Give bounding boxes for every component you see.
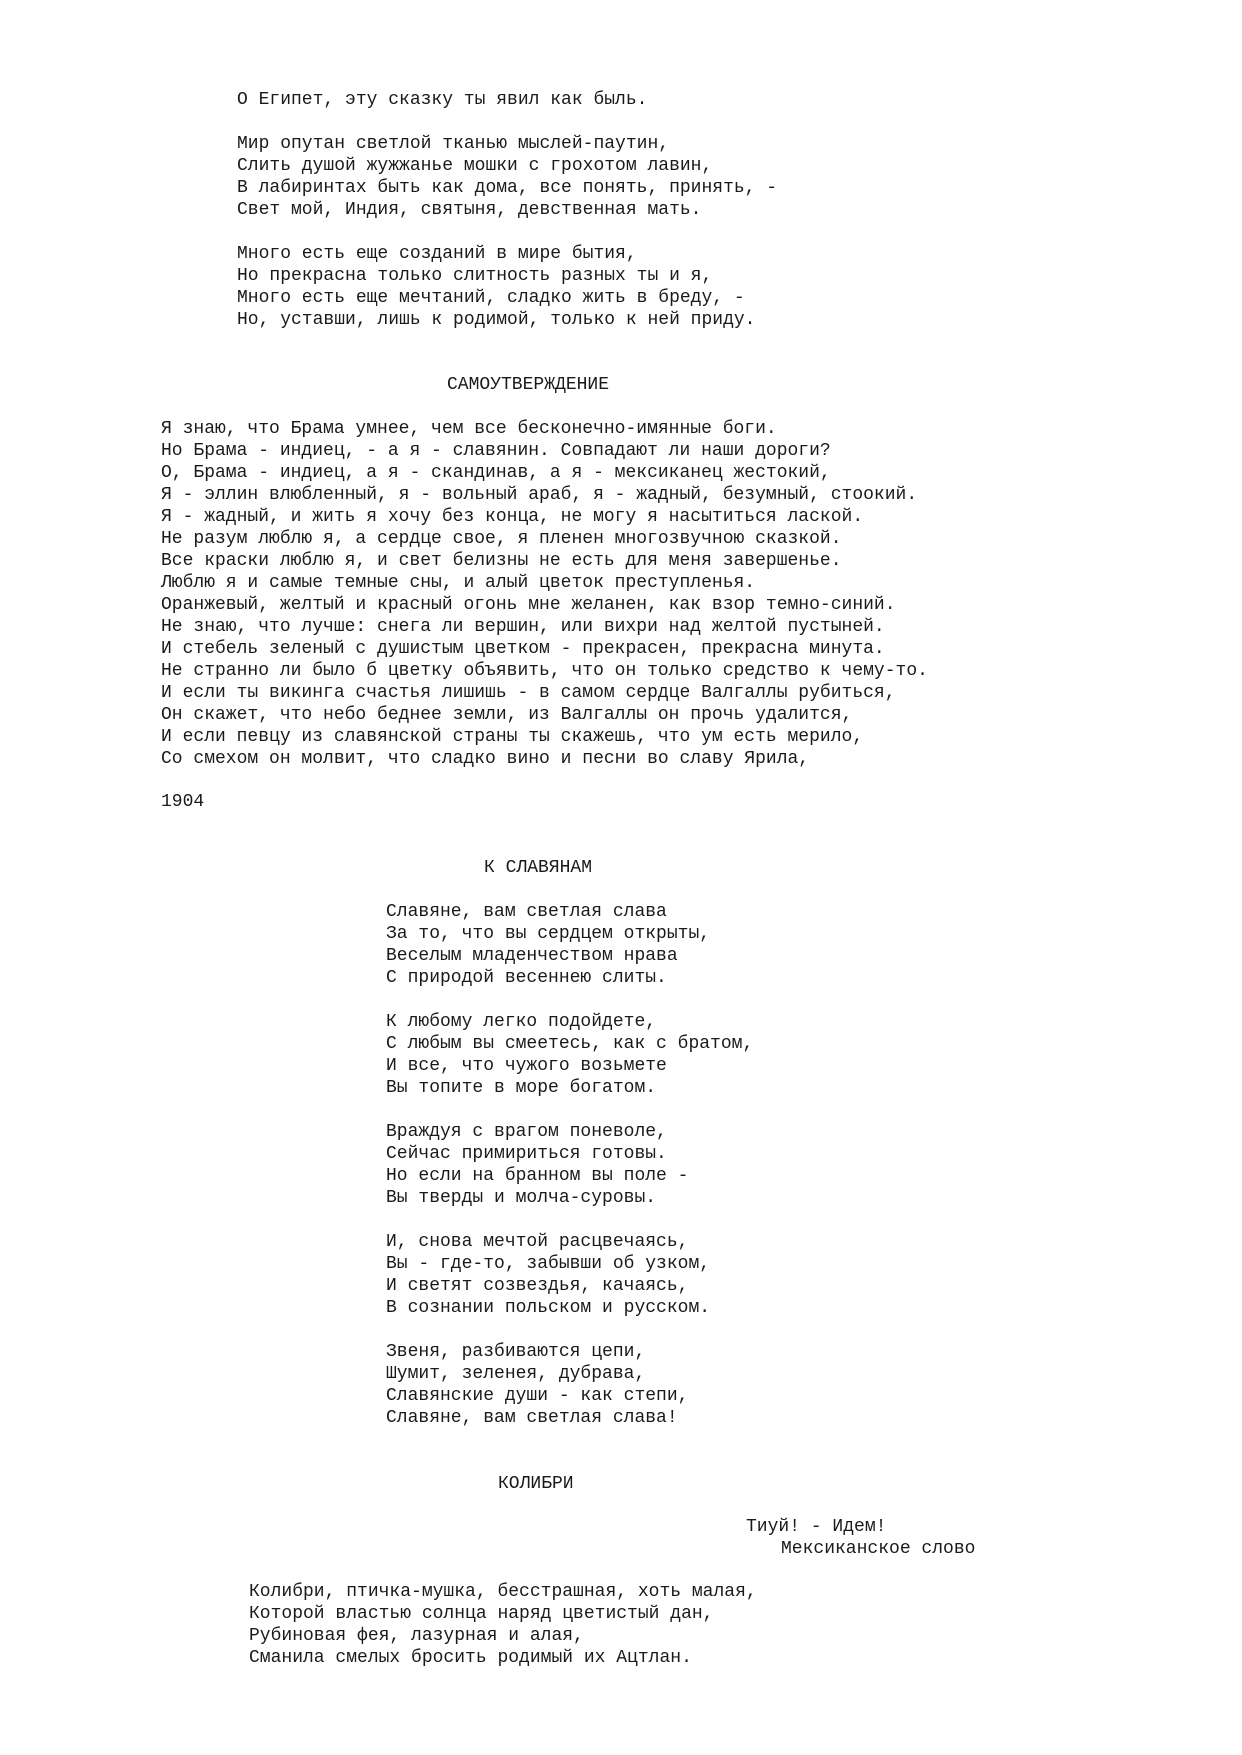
verse-line: Много есть еще мечтаний, сладко жить в бреду, - [237,288,745,308]
verse-line: Я знаю, что Брама умнее, чем все бесконечно-имянные боги. [161,419,777,439]
verse-line: Звеня, разбиваются цепи, [386,1342,646,1362]
verse-line: Не странно ли было б цветку объявить, что он только средство к чему-то. [161,661,928,681]
verse-line: Слить душой жужжанье мошки с грохотом лавин, [237,156,713,176]
verse-line: Славяне, вам светлая слава [386,902,667,922]
verse-line: Я - жадный, и жить я хочу без конца, не могу я насытиться лаской. [161,507,864,527]
verse-line: Славяне, вам светлая слава! [386,1408,678,1428]
verse-line: И если певцу из славянской страны ты скажешь, что ум есть мерило, [161,727,864,747]
verse-line: Но прекрасна только слитность разных ты и я, [237,266,713,286]
poem-body-kolibri [249,1581,757,1669]
epigraph-text: Тиуй! - Идем! [746,1517,887,1537]
poem-title-kolibri: КОЛИБРИ [498,1474,574,1494]
verse-line: Но если на бранном вы поле - [386,1166,689,1186]
poem-body-samoutverzhdenie [161,418,928,770]
verse-line: Вы топите в море богатом. [386,1078,657,1098]
verse-line: Не разум люблю я, а сердце свое, я пленен многозвучною сказкой. [161,529,842,549]
verse-line: С любым вы смеетесь, как с братом, [386,1034,754,1054]
stanza [386,1231,753,1319]
verse-line: В сознании польском и русском. [386,1298,711,1318]
verse-line: Я - эллин влюбленный, я - вольный араб, я - жадный, безумный, стоокий. [161,485,918,505]
poem-epigraph [746,1516,975,1560]
verse-line: И если ты викинга счастья лишишь - в самом сердце Валгаллы рубиться, [161,683,896,703]
verse-line: Которой властью солнца наряд цветистый дан, [249,1604,714,1624]
stanza [237,243,777,331]
verse-line: Люблю я и самые темные сны, и алый цветок преступленья. [161,573,756,593]
verse-line: Шумит, зеленея, дубрава, [386,1364,646,1384]
verse-line: О Египет, эту сказку ты явил как быль. [237,90,648,110]
poem-title-samoutverzhdenie: САМОУТВЕРЖДЕНИЕ [447,375,610,395]
verse-line: Славянские души - как степи, [386,1386,689,1406]
verse-line: Вы тверды и молча-суровы. [386,1188,657,1208]
verse-line: Веселым младенчеством нрава [386,946,678,966]
verse-line: С природой весеннею слиты. [386,968,667,988]
poem-continuation [237,89,777,331]
stanza [386,1341,753,1429]
verse-line: И, снова мечтой расцвечаясь, [386,1232,689,1252]
epigraph-source: Мексиканское слово [781,1539,976,1559]
stanza [386,1121,753,1209]
verse-line: Он скажет, что небо беднее земли, из Валгаллы он прочь удалится, [161,705,853,725]
verse-line: Мир опутан светлой тканью мыслей-паутин, [237,134,670,154]
verse-line: Со смехом он молвит, что сладко вино и песни во славу Ярила, [161,749,810,769]
stanza [386,901,753,989]
verse-line: Колибри, птичка-мушка, бесстрашная, хоть малая, [249,1582,757,1602]
verse-line: О, Брама - индиец, а я - скандинав, а я - мексиканец жестокий, [161,463,831,483]
stanza [237,89,777,111]
verse-line: В лабиринтах быть как дома, все понять, принять, - [237,178,778,198]
verse-line: Сманила смелых бросить родимый их Ацтлан. [249,1648,692,1668]
verse-line: Рубиновая фея, лазурная и алая, [249,1626,584,1646]
verse-line: Свет мой, Индия, святыня, девственная мать. [237,200,702,220]
verse-line: Но Брама - индиец, - а я - славянин. Совпадают ли наши дороги? [161,441,831,461]
verse-line: Вы - где-то, забывши об узком, [386,1254,711,1274]
poem-year: 1904 [161,792,205,812]
verse-line: Много есть еще созданий в мире бытия, [237,244,637,264]
verse-line: Но, уставши, лишь к родимой, только к ней приду. [237,310,756,330]
verse-line: К любому легко подойдете, [386,1012,657,1032]
poem-body-k-slavyanam [386,901,753,1429]
verse-line: Оранжевый, желтый и красный огонь мне желанен, как взор темно-синий. [161,595,896,615]
verse-line: За то, что вы сердцем открыты, [386,924,711,944]
verse-line: Враждуя с врагом поневоле, [386,1122,667,1142]
verse-line: И светят созвездья, качаясь, [386,1276,689,1296]
verse-line: И стебель зеленый с душистым цветком - прекрасен, прекрасна минута. [161,639,885,659]
verse-line: И все, что чужого возьмете [386,1056,667,1076]
verse-line: Не знаю, что лучше: снега ли вершин, или вихри над желтой пустыней. [161,617,885,637]
stanza [237,133,777,221]
verse-line: Все краски люблю я, и свет белизны не есть для меня завершенье. [161,551,842,571]
poem-title-k-slavyanam: К СЛАВЯНАМ [484,858,593,878]
stanza [386,1011,753,1099]
verse-line: Сейчас примириться готовы. [386,1144,667,1164]
